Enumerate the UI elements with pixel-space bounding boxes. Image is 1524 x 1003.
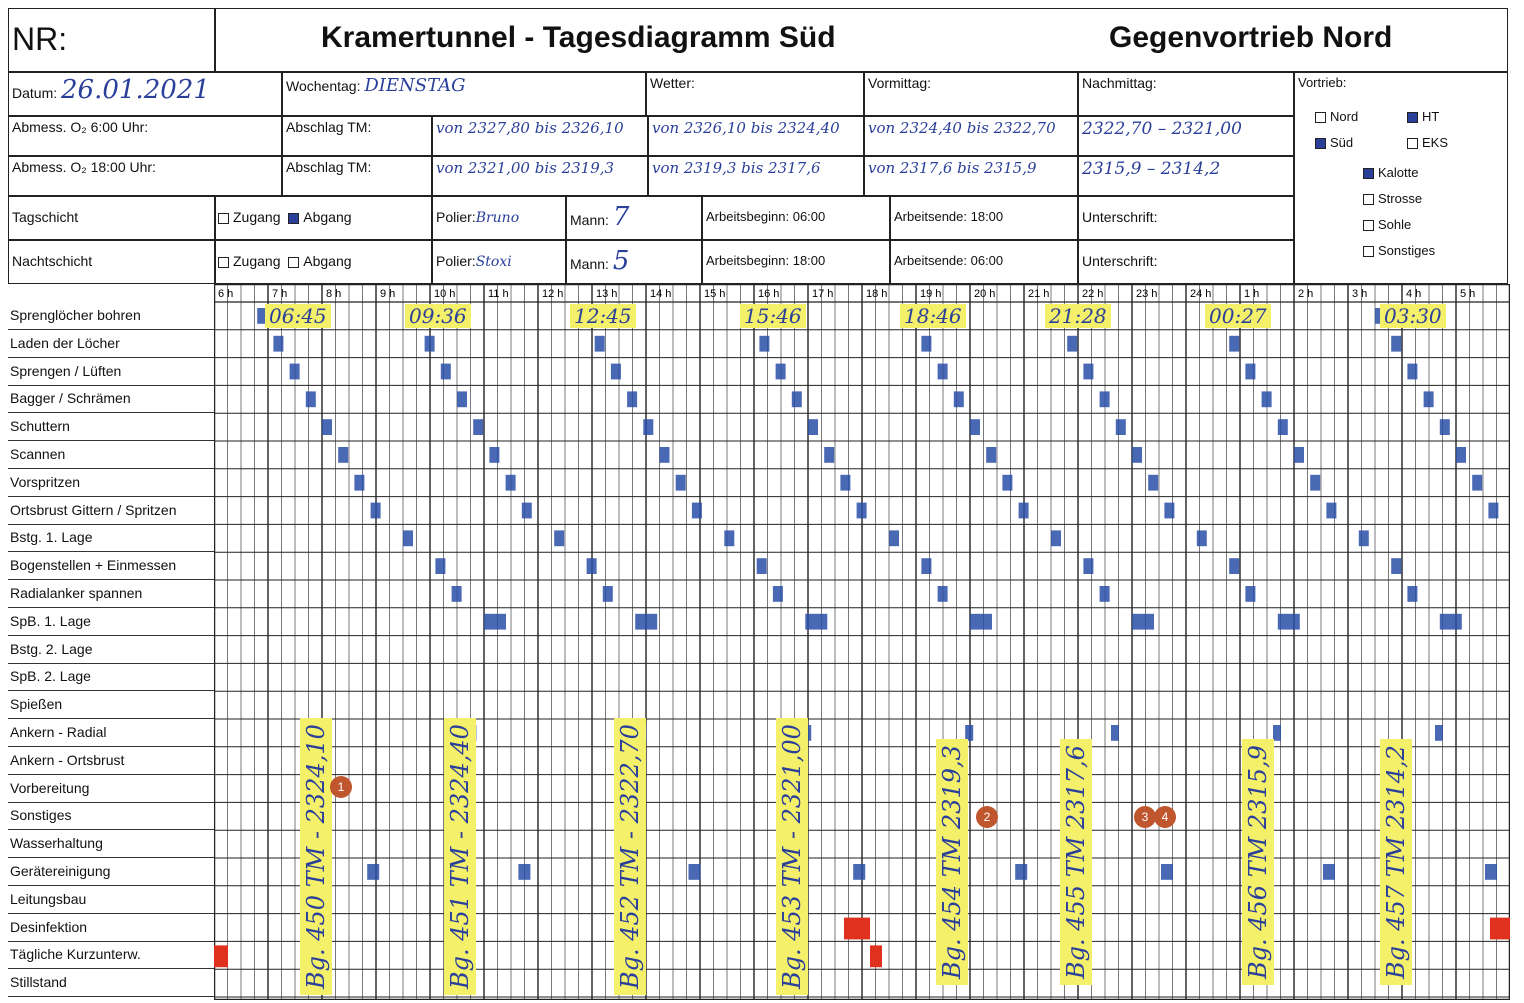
vertical-note: Bg. 454 TM 2319,3 <box>936 739 968 985</box>
activity-label: Ankern - Ortsbrust <box>8 747 214 775</box>
activity-mark <box>1116 419 1126 435</box>
hour-label: 8 h <box>326 288 342 300</box>
vortrieb-box <box>1294 72 1508 284</box>
activity-mark <box>484 614 506 630</box>
activity-mark <box>1111 725 1119 741</box>
nacht-unterschrift-label: Unterschrift: <box>1082 253 1158 269</box>
activity-mark <box>554 530 564 546</box>
hour-label: 14 h <box>650 288 672 300</box>
red-block <box>870 945 882 967</box>
activity-mark <box>1002 475 1012 491</box>
activity-mark <box>1407 586 1417 602</box>
blast-time-note: 03:30 <box>1380 304 1446 328</box>
activity-mark <box>1229 558 1239 574</box>
activity-mark <box>1359 530 1369 546</box>
nacht-mann-cell <box>566 240 702 284</box>
tag-zugang-abgang <box>214 196 432 240</box>
blast-time-note: 12:45 <box>570 304 636 328</box>
activity-mark <box>689 864 701 880</box>
vertical-note: Bg. 451 TM - 2324,40 <box>444 718 476 995</box>
activity-mark <box>1472 475 1482 491</box>
activity-label: Radialanker spannen <box>8 580 214 608</box>
activity-mark <box>938 586 948 602</box>
abschlag1-b: von 2326,10 bis 2324,40 <box>648 116 864 156</box>
activity-mark <box>627 391 637 407</box>
circle-note: 4 <box>1154 806 1176 828</box>
vortrieb-opt-sued[interactable]: Süd <box>1315 135 1353 150</box>
activity-label: Sprenglöcher bohren <box>8 302 214 330</box>
activity-mark <box>473 419 483 435</box>
activity-mark <box>1435 725 1443 741</box>
tag-mann-value: 7 <box>612 202 630 232</box>
red-block <box>1490 918 1510 940</box>
activity-label: Sonstiges <box>8 802 214 830</box>
nacht-polier-label: Polier: <box>436 253 476 269</box>
abmess1-label: Abmess. O₂ 6:00 Uhr: <box>12 119 149 135</box>
tag-mann-label: Mann: <box>570 212 609 228</box>
activity-mark <box>371 503 381 519</box>
nr-label: NR: <box>12 21 68 57</box>
activity-mark <box>676 475 686 491</box>
hour-label: 13 h <box>596 288 618 300</box>
vortrieb-opt-strosse[interactable]: Strosse <box>1363 191 1422 206</box>
activity-mark <box>1407 364 1417 380</box>
abschlag1-a: von 2327,80 bis 2326,10 <box>432 116 648 156</box>
wochentag-value: DIENSTAG <box>364 75 466 96</box>
hour-label: 18 h <box>866 288 888 300</box>
datum-label: Datum: <box>12 85 58 101</box>
activity-label: Vorspritzen <box>8 469 214 497</box>
vertical-note: Bg. 453 TM - 2321,00 <box>776 718 808 995</box>
activity-label: Wasserhaltung <box>8 830 214 858</box>
circle-note: 1 <box>330 776 352 798</box>
activity-mark <box>1488 503 1498 519</box>
hour-label: 21 h <box>1028 288 1050 300</box>
activity-mark <box>1132 447 1142 463</box>
activity-label: Leitungsbau <box>8 886 214 914</box>
nachmittag-cell <box>1078 72 1294 116</box>
activity-label: Ortsbrust Gittern / Spritzen <box>8 497 214 525</box>
hour-label: 23 h <box>1136 288 1158 300</box>
activity-mark <box>1067 336 1077 352</box>
activity-mark <box>441 364 451 380</box>
activity-mark <box>587 558 597 574</box>
activity-label: Gerätereinigung <box>8 858 214 886</box>
page-title: Kramertunnel - Tagesdiagramm Süd <box>321 21 836 54</box>
activity-mark <box>921 558 931 574</box>
vortrieb-opt-nord[interactable]: Nord <box>1315 109 1358 124</box>
activity-mark <box>938 364 948 380</box>
nacht-zugang-abgang <box>214 240 432 284</box>
tag-beginn-cell: Arbeitsbeginn: 06:00 <box>702 196 890 240</box>
activity-mark <box>808 419 818 435</box>
activity-mark <box>970 614 992 630</box>
tag-abgang-checkbox[interactable] <box>288 213 299 224</box>
activity-mark <box>805 614 827 630</box>
nacht-zugang-checkbox[interactable] <box>218 257 229 268</box>
wetter-cell <box>646 72 864 116</box>
abschlag1-d: 2322,70 – 2321,00 <box>1078 116 1294 156</box>
abschlag2-label: Abschlag TM: <box>286 159 372 175</box>
vertical-note: Bg. 456 TM 2315,9 <box>1242 739 1274 985</box>
activity-mark <box>759 336 769 352</box>
activity-mark <box>853 864 865 880</box>
activity-label: Bogenstellen + Einmessen <box>8 552 214 580</box>
activity-mark <box>986 447 996 463</box>
wochentag-cell <box>282 72 646 116</box>
activity-mark <box>776 364 786 380</box>
wochentag-label: Wochentag: <box>286 78 361 94</box>
hour-label: 12 h <box>542 288 564 300</box>
activity-mark <box>773 586 783 602</box>
blast-time-note: 15:46 <box>740 304 806 328</box>
activity-mark <box>595 336 605 352</box>
activity-mark <box>1391 336 1401 352</box>
red-block <box>844 918 870 940</box>
vortrieb-opt-sonstiges[interactable]: Sonstiges <box>1363 243 1435 258</box>
activity-label: Scannen <box>8 441 214 469</box>
activity-label: Bstg. 2. Lage <box>8 636 214 664</box>
activity-label: Spießen <box>8 691 214 719</box>
activity-mark <box>635 614 657 630</box>
abschlag2-b: von 2319,3 bis 2317,6 <box>648 156 864 196</box>
activity-label: Desinfektion <box>8 914 214 942</box>
activity-mark <box>757 558 767 574</box>
hour-label: 17 h <box>812 288 834 300</box>
tag-polier-label: Polier: <box>436 209 476 225</box>
tag-unterschrift-cell <box>1078 196 1294 240</box>
nachtschicht-label: Nachtschicht <box>8 240 216 284</box>
activity-mark <box>1245 586 1255 602</box>
activity-mark <box>692 503 702 519</box>
hour-label: 5 h <box>1460 288 1476 300</box>
abschlag2-c: von 2317,6 bis 2315,9 <box>864 156 1078 196</box>
activity-mark <box>1132 614 1154 630</box>
activity-label: Tägliche Kurzunterw. <box>8 941 214 969</box>
activity-mark <box>1440 419 1450 435</box>
datum-value: 26.01.2021 <box>61 75 210 105</box>
vormittag-cell <box>864 72 1078 116</box>
tag-polier-value: Bruno <box>475 210 520 226</box>
hour-label: 19 h <box>920 288 942 300</box>
tag-polier-cell <box>432 196 566 240</box>
abschlag2-label-cell <box>282 156 432 196</box>
hour-label: 2 h <box>1298 288 1314 300</box>
blast-time-note: 09:36 <box>405 304 471 328</box>
activity-mark <box>1310 475 1320 491</box>
activity-label: Laden der Löcher <box>8 330 214 358</box>
activity-mark <box>354 475 364 491</box>
abmess2-label: Abmess. O₂ 18:00 Uhr: <box>12 159 156 175</box>
activity-mark <box>1294 447 1304 463</box>
activity-label: Bagger / Schrämen <box>8 385 214 413</box>
activity-mark <box>1100 391 1110 407</box>
activity-mark <box>452 586 462 602</box>
circle-note: 2 <box>976 806 998 828</box>
nacht-polier-cell <box>432 240 566 284</box>
activity-mark <box>792 391 802 407</box>
activity-mark <box>506 475 516 491</box>
datum-cell <box>8 72 282 116</box>
hour-label: 22 h <box>1082 288 1104 300</box>
activity-mark <box>1440 614 1462 630</box>
vormittag-label: Vormittag: <box>868 75 932 91</box>
blast-time-note: 18:46 <box>900 304 966 328</box>
activity-mark <box>724 530 734 546</box>
activity-mark <box>603 586 613 602</box>
nacht-zugang-label: Zugang <box>233 253 281 269</box>
activity-mark <box>1083 558 1093 574</box>
activity-mark <box>1161 864 1173 880</box>
activity-label: Stillstand <box>8 969 214 997</box>
vortrieb-opt-ht[interactable]: HT <box>1407 109 1439 124</box>
vertical-note: Bg. 450 TM - 2324,10 <box>300 718 332 995</box>
blast-time-note: 21:28 <box>1045 304 1111 328</box>
tag-mann-cell <box>566 196 702 240</box>
activity-label: Sprengen / Lüften <box>8 358 214 386</box>
tag-ende-cell: Arbeitsende: 18:00 <box>890 196 1078 240</box>
nacht-abgang-label: Abgang <box>303 253 352 269</box>
activity-mark <box>1229 336 1239 352</box>
activity-mark <box>857 503 867 519</box>
wetter-label: Wetter: <box>650 75 695 91</box>
activity-mark <box>1278 419 1288 435</box>
activity-mark <box>1485 864 1497 880</box>
activity-label: Schuttern <box>8 413 214 441</box>
activity-mark <box>1391 558 1401 574</box>
vertical-note: Bg. 452 TM - 2322,70 <box>614 718 646 995</box>
activity-mark <box>1083 364 1093 380</box>
activity-mark <box>518 864 530 880</box>
nacht-polier-value: Stoxi <box>475 254 512 270</box>
activity-mark <box>1424 391 1434 407</box>
vertical-note: Bg. 457 TM 2314,2 <box>1380 739 1412 985</box>
hour-label: 3 h <box>1352 288 1368 300</box>
activity-label: Bstg. 1. Lage <box>8 524 214 552</box>
abschlag1-label-cell <box>282 116 432 156</box>
nachmittag-label: Nachmittag: <box>1082 75 1157 91</box>
activity-mark <box>1326 503 1336 519</box>
hour-label: 20 h <box>974 288 996 300</box>
activity-mark <box>1245 364 1255 380</box>
nacht-unterschrift-cell <box>1078 240 1294 284</box>
red-block <box>214 945 228 967</box>
nacht-ende-cell: Arbeitsende: 06:00 <box>890 240 1078 284</box>
blast-time-note: 06:45 <box>265 304 331 328</box>
tag-abgang-label: Abgang <box>303 209 352 225</box>
vortrieb-opt-sohle[interactable]: Sohle <box>1363 217 1411 232</box>
vertical-note: Bg. 455 TM 2317,6 <box>1060 739 1092 985</box>
hour-label: 6 h <box>218 288 234 300</box>
activity-mark <box>273 336 283 352</box>
hour-label: 11 h <box>488 288 509 300</box>
activity-mark <box>403 530 413 546</box>
activity-mark <box>457 391 467 407</box>
abschlag2-d: 2315,9 – 2314,2 <box>1078 156 1294 196</box>
nacht-beginn-cell: Arbeitsbeginn: 18:00 <box>702 240 890 284</box>
tag-zugang-label: Zugang <box>233 209 281 225</box>
hour-label: 10 h <box>434 288 456 300</box>
title-box <box>214 8 1508 72</box>
activity-label: Vorbereitung <box>8 775 214 803</box>
activity-mark <box>489 447 499 463</box>
hour-label: 16 h <box>758 288 780 300</box>
activity-mark <box>1456 447 1466 463</box>
activity-mark <box>367 864 379 880</box>
abmess1-cell <box>8 116 282 156</box>
activity-mark <box>824 447 834 463</box>
abschlag2-a: von 2321,00 bis 2319,3 <box>432 156 648 196</box>
activity-mark <box>611 364 621 380</box>
activity-label: SpB. 2. Lage <box>8 663 214 691</box>
activity-mark <box>921 336 931 352</box>
activity-mark <box>306 391 316 407</box>
activity-mark <box>1278 614 1300 630</box>
activity-mark <box>322 419 332 435</box>
activity-mark <box>889 530 899 546</box>
hour-label: 7 h <box>272 288 288 300</box>
abmess2-cell <box>8 156 282 196</box>
activity-mark <box>1019 503 1029 519</box>
nacht-mann-label: Mann: <box>570 256 609 272</box>
activity-mark <box>435 558 445 574</box>
activity-label: Ankern - Radial <box>8 719 214 747</box>
page-subtitle: Gegenvortrieb Nord <box>1109 21 1393 54</box>
nr-box <box>8 8 216 72</box>
activity-mark <box>954 391 964 407</box>
activity-mark <box>425 336 435 352</box>
activity-mark <box>1273 725 1281 741</box>
activity-mark <box>522 503 532 519</box>
activity-mark <box>970 419 980 435</box>
activity-mark <box>1051 530 1061 546</box>
activity-mark <box>660 447 670 463</box>
activity-label: SpB. 1. Lage <box>8 608 214 636</box>
abschlag1-c: von 2324,40 bis 2322,70 <box>864 116 1078 156</box>
activity-mark <box>338 447 348 463</box>
circle-note: 3 <box>1134 806 1156 828</box>
activity-mark <box>840 475 850 491</box>
vortrieb-opt-kalotte[interactable]: Kalotte <box>1363 165 1418 180</box>
hour-label: 24 h <box>1190 288 1212 300</box>
activity-mark <box>1015 864 1027 880</box>
hour-label: 9 h <box>380 288 396 300</box>
activity-mark <box>1164 503 1174 519</box>
tag-zugang-checkbox[interactable] <box>218 213 229 224</box>
tagschicht-label: Tagschicht <box>8 196 216 240</box>
vortrieb-opt-eks[interactable]: EKS <box>1407 135 1448 150</box>
nacht-abgang-checkbox[interactable] <box>288 257 299 268</box>
activity-mark <box>290 364 300 380</box>
hour-label: 15 h <box>704 288 726 300</box>
activity-mark <box>1148 475 1158 491</box>
activity-mark <box>643 419 653 435</box>
vortrieb-label: Vortrieb: <box>1298 75 1347 90</box>
activity-mark <box>1323 864 1335 880</box>
hour-label: 4 h <box>1406 288 1422 300</box>
tag-unterschrift-label: Unterschrift: <box>1082 209 1158 225</box>
blast-time-note: 00:27 <box>1205 304 1271 328</box>
activity-mark <box>1100 586 1110 602</box>
nacht-mann-value: 5 <box>612 246 630 276</box>
activity-mark <box>1197 530 1207 546</box>
time-grid <box>214 284 1510 1000</box>
hour-label: 1 h <box>1244 288 1260 300</box>
activity-mark <box>1262 391 1272 407</box>
abschlag1-label: Abschlag TM: <box>286 119 372 135</box>
